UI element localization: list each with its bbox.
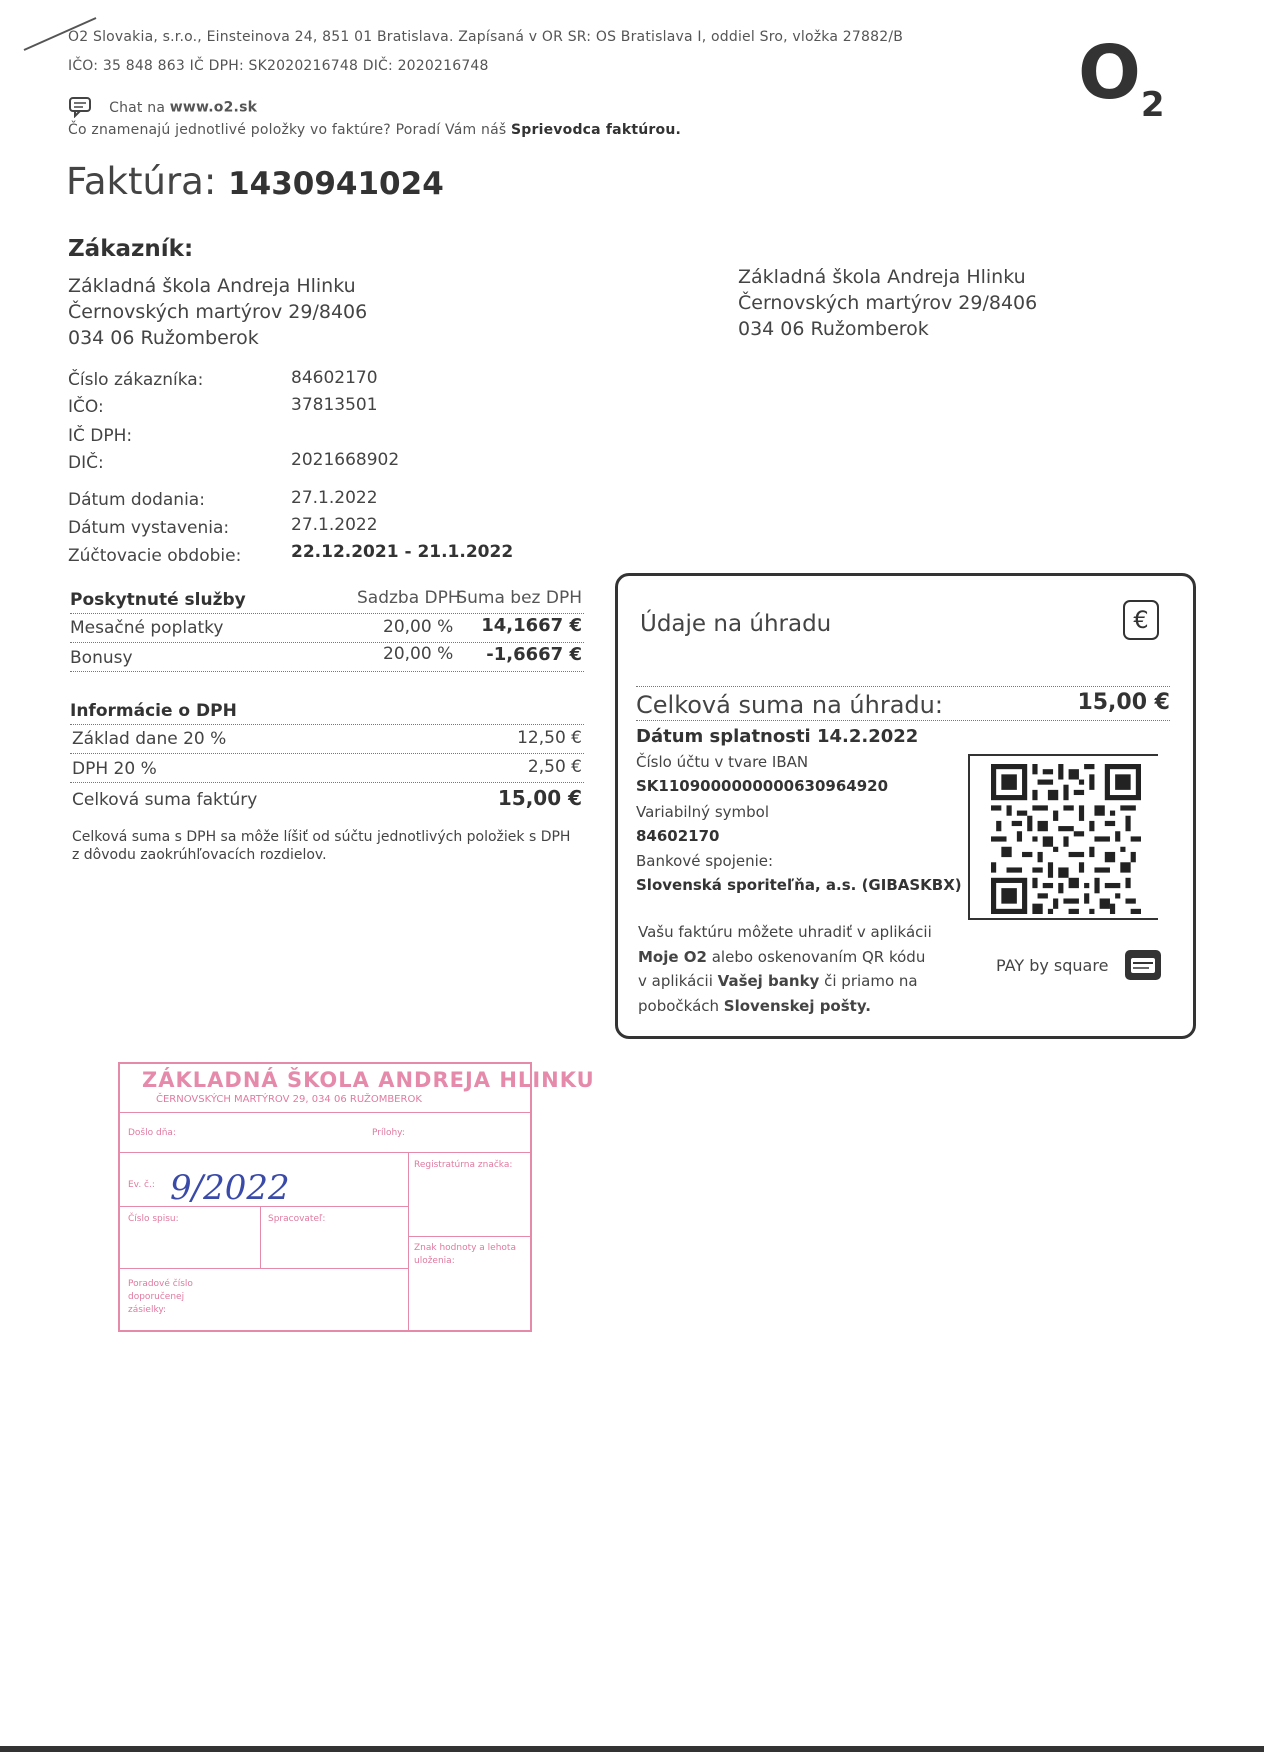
address-line: Černovských martýrov 29/8406 [68,301,368,323]
info-line [638,994,932,1019]
vat-header-row [70,700,584,725]
customer-dic: 2021668902 [291,450,400,470]
logo-2: 2 [1140,85,1165,125]
field-label: IČ DPH: [68,426,133,446]
pay-by-square-label: PAY by square [996,956,1109,975]
logo-o: O [1078,30,1141,116]
info-text: alebo oskenovaním QR kódu [706,947,926,966]
guide-row [68,122,681,138]
chat-link[interactable]: www.o2.sk [169,99,258,116]
invoice-number: 1430941024 [228,166,444,202]
address-line: 034 06 Ružomberok [68,327,259,349]
customer-address-right [738,264,1037,342]
payment-box [615,573,1196,1039]
divider [636,686,1170,687]
payment-total-label: Celková suma na úhradu: [636,691,943,719]
customer-ico: 37813501 [291,395,378,415]
stamp-ev: Ev. č.: [128,1180,155,1190]
address-line: 034 06 Ružomberok [738,318,929,340]
service-sum: -1,6667 € [486,644,582,665]
customer-heading: Zákazník: [68,236,194,262]
address-line: Základná škola Andreja Hlinku [68,275,356,297]
info-line: Vašu faktúru môžete uhradiť v aplikácii [638,923,932,941]
date-label: Dátum dodania: [68,490,205,510]
note-line: Celková suma s DPH sa môže líšiť od súčtu jednotlivých položiek s DPH [72,829,571,845]
service-rate: 20,00 % [383,617,454,637]
chat-row [68,96,257,118]
due-date: Dátum splatnosti 14.2.2022 [636,726,919,747]
info-line [638,969,932,994]
service-sum: 14,1667 € [481,615,582,636]
stamp-line [120,1268,408,1269]
invoice-total-row [70,784,584,812]
note-line: z dôvodu zaokrúhľovacích rozdielov. [72,847,327,863]
service-name: Mesačné poplatky [70,618,224,638]
vs-value: 84602170 [636,827,720,845]
stamp-poradove: Poradové číslo doporučenej zásielky: [128,1279,193,1315]
bank-label: Bankové spojenie: [636,852,774,870]
stamp-address: ČERNOVSKÝCH MARTÝROV 29, 034 06 RUŽOMBEROK [156,1094,422,1105]
guide-link[interactable]: Sprievodca faktúrou. [511,122,682,138]
scan-edge [0,1746,1264,1752]
chat-prefix: Chat na [109,99,170,116]
payment-heading: Údaje na úhradu [640,611,832,637]
euro-icon: € [1123,600,1159,640]
iban-label: Číslo účtu v tvare IBAN [636,753,809,771]
chat-icon [68,96,94,118]
info-bold: Slovenskej pošty. [723,996,871,1015]
field-label: IČO: [68,397,104,417]
address-line: Základná škola Andreja Hlinku [738,266,1026,288]
bank-card-icon [1123,948,1163,982]
rounding-note [72,828,592,864]
stamp-spracovatel: Spracovateľ: [268,1214,326,1224]
service-name: Bonusy [70,648,133,668]
stamp-school: ZÁKLADNÁ ŠKOLA ANDREJA HLINKU [142,1068,595,1092]
info-text: pobočkách [638,996,724,1015]
field-label: DIČ: [68,453,104,473]
invoice-title-label: Faktúra: [66,160,217,203]
vat-label: Základ dane 20 % [72,729,227,749]
stamp-line [120,1206,408,1207]
stamp-znak: Znak hodnoty a lehota uloženia: [414,1243,516,1266]
info-text: v aplikácii [638,972,718,990]
field-label: Číslo zákazníka: [68,370,204,390]
stamp-registratura: Registratúrna značka: [414,1160,513,1170]
iban-value: SK1109000000000630964920 [636,777,889,795]
stamp-vline [260,1206,261,1268]
vat-row [70,755,584,783]
payment-total-row [636,688,1170,721]
stamp-vline [408,1152,409,1330]
delivery-date: 27.1.2022 [291,488,378,508]
issue-date: 27.1.2022 [291,515,378,535]
address-line: Černovských martýrov 29/8406 [738,292,1038,314]
stamp-prilohy: Prílohy: [372,1128,405,1138]
stamp-ev-handwritten: 9/2022 [170,1168,290,1208]
vat-row [70,726,584,754]
info-bold: Vašej banky [717,972,820,990]
payment-total-value: 15,00 € [1077,690,1170,715]
services-heading: Poskytnuté služby [70,590,246,610]
payment-info [638,920,932,1018]
info-text: či priamo na [819,972,918,990]
vs-label: Variabilný symbol [636,803,769,821]
table-row [70,615,584,643]
billing-period: 22.12.2021 - 21.1.2022 [291,542,514,562]
vat-heading: Informácie o DPH [70,701,237,721]
date-label: Zúčtovacie obdobie: [68,546,242,566]
services-header-row [70,588,584,614]
invoice-total-label: Celková suma faktúry [72,790,258,810]
bank-value: Slovenská sporiteľňa, a.s. (GIBASKBX) [636,876,962,894]
service-rate: 20,00 % [383,644,454,664]
stamp-line [120,1152,530,1153]
invoice-title [66,160,444,203]
vat-value: 12,50 € [517,728,582,748]
guide-text: Čo znamenajú jednotlivé položky vo faktúre? Poradí Vám náš [68,122,511,138]
stamp-line [408,1236,530,1237]
customer-number: 84602170 [291,368,378,388]
vat-label: DPH 20 % [72,759,157,779]
registry-stamp [118,1062,595,1332]
o2-logo [1078,30,1165,125]
invoice-total-value: 15,00 € [497,786,582,810]
date-label: Dátum vystavenia: [68,518,230,538]
col-sum-header: Suma bez DPH [456,588,582,608]
customer-address-left [68,273,367,351]
info-line [638,945,932,970]
stamp-doslo: Došlo dňa: [128,1128,176,1138]
company-line: O2 Slovakia, s.r.o., Einsteinova 24, 851 01 Bratislava. Zapísaná v OR SR: OS Bratislava I, oddiel Sro, vložka 27882/B [68,29,904,45]
col-rate-header: Sadzba DPH [357,588,461,608]
stamp-cislo-spisu: Číslo spisu: [128,1214,179,1224]
vat-value: 2,50 € [527,757,582,777]
qr-code-icon [986,764,1146,914]
company-ids: IČO: 35 848 863 IČ DPH: SK2020216748 DIČ: 2020216748 [68,58,489,74]
info-bold: Moje O2 [638,947,707,966]
table-row [70,644,584,672]
stamp-line [120,1112,530,1113]
